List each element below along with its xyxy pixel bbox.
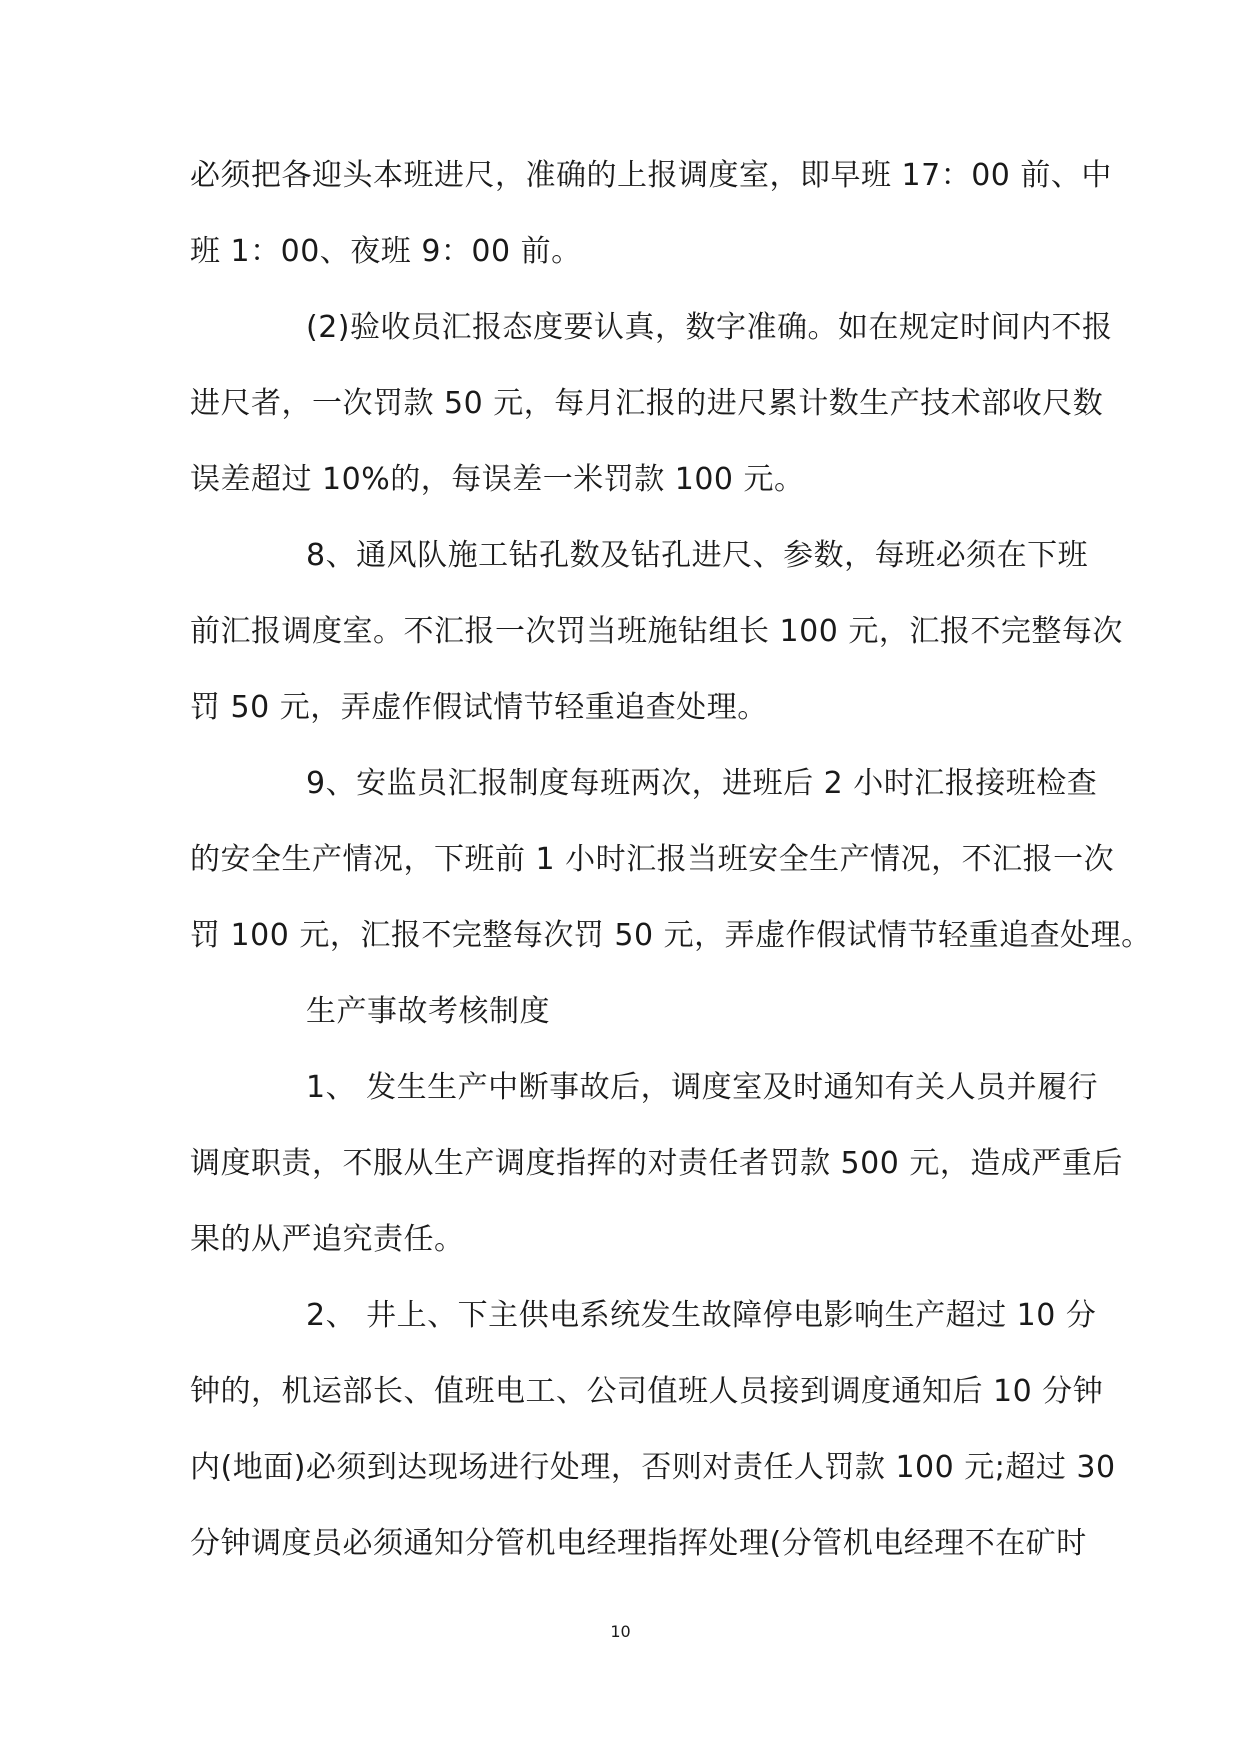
text-line: 的安全生产情况，下班前 1 小时汇报当班安全生产情况，不汇报一次	[190, 842, 1115, 877]
page-number: 10	[610, 1622, 631, 1641]
text-line: 必须把各迎头本班进尺，准确的上报调度室，即早班 17：00 前、中	[190, 158, 1112, 193]
text-line: 前汇报调度室。不汇报一次罚当班施钻组长 100 元，汇报不完整每次	[190, 614, 1123, 649]
text-line: 内(地面)必须到达现场进行处理，否则对责任人罚款 100 元;超过 30	[190, 1450, 1116, 1485]
text-line: 分钟调度员必须通知分管机电经理指挥处理(分管机电经理不在矿时	[190, 1526, 1087, 1561]
document-body	[190, 138, 1152, 1582]
text-line: 2、 井上、下主供电系统发生故障停电影响生产超过 10 分	[306, 1298, 1097, 1333]
text-line: 钟的，机运部长、值班电工、公司值班人员接到调度通知后 10 分钟	[190, 1374, 1104, 1409]
text-line: 8、通风队施工钻孔数及钻孔进尺、参数，每班必须在下班	[306, 538, 1089, 573]
text-line: 1、 发生生产中断事故后，调度室及时通知有关人员并履行	[306, 1070, 1099, 1105]
text-line: 罚 100 元，汇报不完整每次罚 50 元，弄虚作假试情节轻重追查处理。	[190, 918, 1152, 953]
text-line: 罚 50 元，弄虚作假试情节轻重追查处理。	[190, 690, 768, 725]
section-heading: 生产事故考核制度	[306, 994, 550, 1029]
text-line: 9、安监员汇报制度每班两次，进班后 2 小时汇报接班检查	[306, 766, 1098, 801]
text-line: 班 1：00、夜班 9：00 前。	[190, 234, 582, 269]
text-line: 调度职责，不服从生产调度指挥的对责任者罚款 500 元，造成严重后	[190, 1146, 1123, 1181]
text-line: 误差超过 10%的，每误差一米罚款 100 元。	[190, 462, 805, 497]
text-line: 果的从严追究责任。	[190, 1222, 465, 1257]
text-line: (2)验收员汇报态度要认真，数字准确。如在规定时间内不报	[306, 310, 1113, 345]
text-line: 进尺者，一次罚款 50 元，每月汇报的进尺累计数生产技术部收尺数	[190, 386, 1104, 421]
